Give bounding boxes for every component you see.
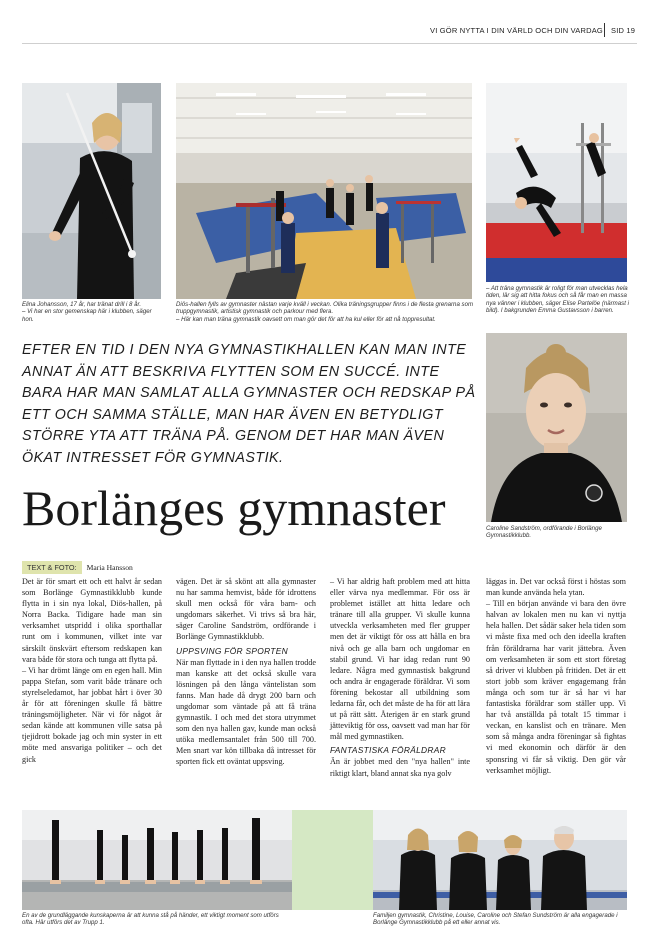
caption-line: Diös-hallen fylls av gymnaster nästan varje kväll i veckan. Olika träningsgrupper finns i de flesta grenarna som truppgymnastik, artistisk gymnastik och parkour med flera. [176,301,474,316]
caption-line: Caroline Sandström, ordförande i Borlänge Gymnastikklubb. [486,525,602,540]
lead-paragraph: EFTER EN TID I DEN NYA GYMNASTIKHALLEN KAN MAN INTE ANNAT ÄN ATT BESKRIVA FLYTTEN SOM EN SUCCÉ. INTE BARA HAR MAN SAMLAT ALLA GYMNASTER OCH REDSKAP PÅ ETT OCH SAMMA STÄLLE, MAN HAR ÄVEN EN BETYDLIGT STÖRRE YTA ATT TRÄNA PÅ. GENOM DET HAR MAN ÄVEN ÖKAT INTRESSET FÖR GYMNASTIK. [22,342,476,466]
body-column-4 [486,576,626,776]
caption-line: – Att träna gymnastik är roligt för man utvecklas hela tiden, lär sig att hitta fokus och så får man en massa nya vänner i klubben, säger Elise Partelöe (närmast i bild). I bakgrunden Emma Gustavsson i barren. [486,285,629,314]
caption-photo2 [176,301,476,323]
caption-photo4 [486,525,629,540]
caption-line: – Vi har en stor gemenskap här i klubben, säger hon. [22,308,152,323]
page-header [430,22,640,40]
body-column-1 [22,576,162,765]
caption-photo1 [22,301,164,323]
section-subhead: UPPSVING FÖR SPORTEN [176,645,288,656]
caption-line: – Här kan man träna gymnastik oavsett om man gör det för att ha kul eller för att nå toppresultat. [176,315,436,323]
body-paragraph: – Till en början använde vi bara den övre halvan av lokalen men nu kan vi nyttja hela hallen. Det sådär saker hela tiden som vi måste fixa med och den ideella kraften från föräldrarna har varit jättebra. Även om verksamheten är som ett stort företag så driver vi klubben på fritiden. Det är ett stort jobb som kräver engagemang från många och som tur är så har vi har fantastiska föräldrar som ställer upp. Vi har två anställda på totalt 15 timmar i veckan, en kanslist och en tränare. Men som så många andra föreningar så fightas vi med ekonomin och därför är den sponsring vi får så viktig. Den gör vår verksamhet möjligt. [486,599,626,775]
section-subhead: FANTASTISKA FÖRÄLDRAR [330,745,446,756]
byline-tag: TEXT & FOTO: [22,561,82,574]
body-column-2 [176,576,316,768]
body-paragraph: – Vi har drömt länge om en egen hall. Min pappa Stefan, som varit både tränare och styrelseledamot, har jobbat hårt i över 30 år för att föreningen skulle få bättre träningsmöjligheter. När vi för något år sedan kände att kommunen ville satsa på tjejidrott bokade jag och min syster in ett möte med ansvariga politiker – och det gick [22,665,162,764]
photo-gymnast-on-floor [486,83,627,282]
body-paragraph: vägen. Det är så skönt att alla gymnaster nu har samma hemvist, både för idrottens skull men också för våra barn- och ungdomars säkerhet. Vi trivs så bra här, säger Caroline Sandström, ordförande i Borlänge Gymnastikklubb. [176,577,316,642]
caption-photo6 [373,912,629,927]
body-paragraph: Än är jobbet med den "nya hallen" inte riktigt klart, bland annat ska nya golv [330,757,470,778]
top-rule [22,43,637,44]
photo-portrait-caroline [486,333,627,522]
caption-line: Familjen gymnastik, Christine, Louise, Caroline och Stefan Sundström är alla engagerade i Borlänge Gymnastikklubb på ett eller annat vis. [373,912,618,927]
body-paragraph: När man flyttade in i den nya hallen trodde man kanske att det också skulle vara lösningen på den långa väntelistan som fanns. Man hade då drygt 200 barn och ungdomar som väntade på att få träna gymnastik. I och med det stora utrymmet som den nya hallen gav, kunde man också utöka medlemsantalet från 500 till 700. Men snart var kön tillbaka då intresset för sporten fick ett oväntat uppsving. [176,657,316,767]
page-number: SID 19 [611,26,636,35]
photo-girl-with-baton [22,83,161,299]
caption-line: En av de grundläggande kunskaperna är att kunna stå på händer, ett viktigt moment som utförs ofta. Här utförs det av Trupp 1. [22,912,279,927]
photo-handstand-row [22,810,292,910]
byline-name: Maria Hansson [86,563,133,572]
caption-photo5 [22,912,292,927]
body-paragraph: Det är för smart ett och ett halvt år sedan som Borlänge Gymnastikklubb kunde flytta in i sin nya lokal, Diös-hallen, på Norra Backa. Tidigare hade man sin verksamhet utspridd i olika sporthallar runt om i kommunen, vilket inte var särskilt önskvärt eftersom redskapen kan vara både för stora och tunga att flytta på. [22,577,162,664]
header-kicker: VI GÖR NYTTA I DIN VÄRLD OCH DIN VARDAG [430,26,603,35]
byline [22,561,133,575]
caption-line: Elina Johansson, 17 år, har tränat drill i 8 år. [22,301,142,308]
body-paragraph: läggas in. Det var också först i höstas som man kunde använda hela ytan. [486,577,626,598]
photo-family-portrait [373,810,627,910]
article-headline: Borlänges gymnaster [22,480,446,536]
body-paragraph: – Vi har aldrig haft problem med att hitta eller värva nya medlemmar. För oss är problemet istället att hitta ledare och tränare till alla grupper. Vi skulle kunna utveckla verksamheten med fler grupper men det är viktigt för oss att hålla en bra nivå och ge alla barn och ungdomar en stabil grund. Vi har idag redan runt 90 ledare. Några med gymnastisk bakgrund och andra är engagerade föräldrar. Vi som förening bekostar all utbildning som ledarna får, och det måste de ha för att lära ut på rätt sätt. Återigen är en stark grund jätteviktig för oss, oavsett vad man har för mål med gymnastiken. [330,577,470,742]
caption-photo3 [486,285,629,314]
body-column-3 [330,576,470,779]
photo-gymnastics-hall [176,83,472,299]
header-separator [604,23,605,37]
decorative-panel [292,810,373,910]
